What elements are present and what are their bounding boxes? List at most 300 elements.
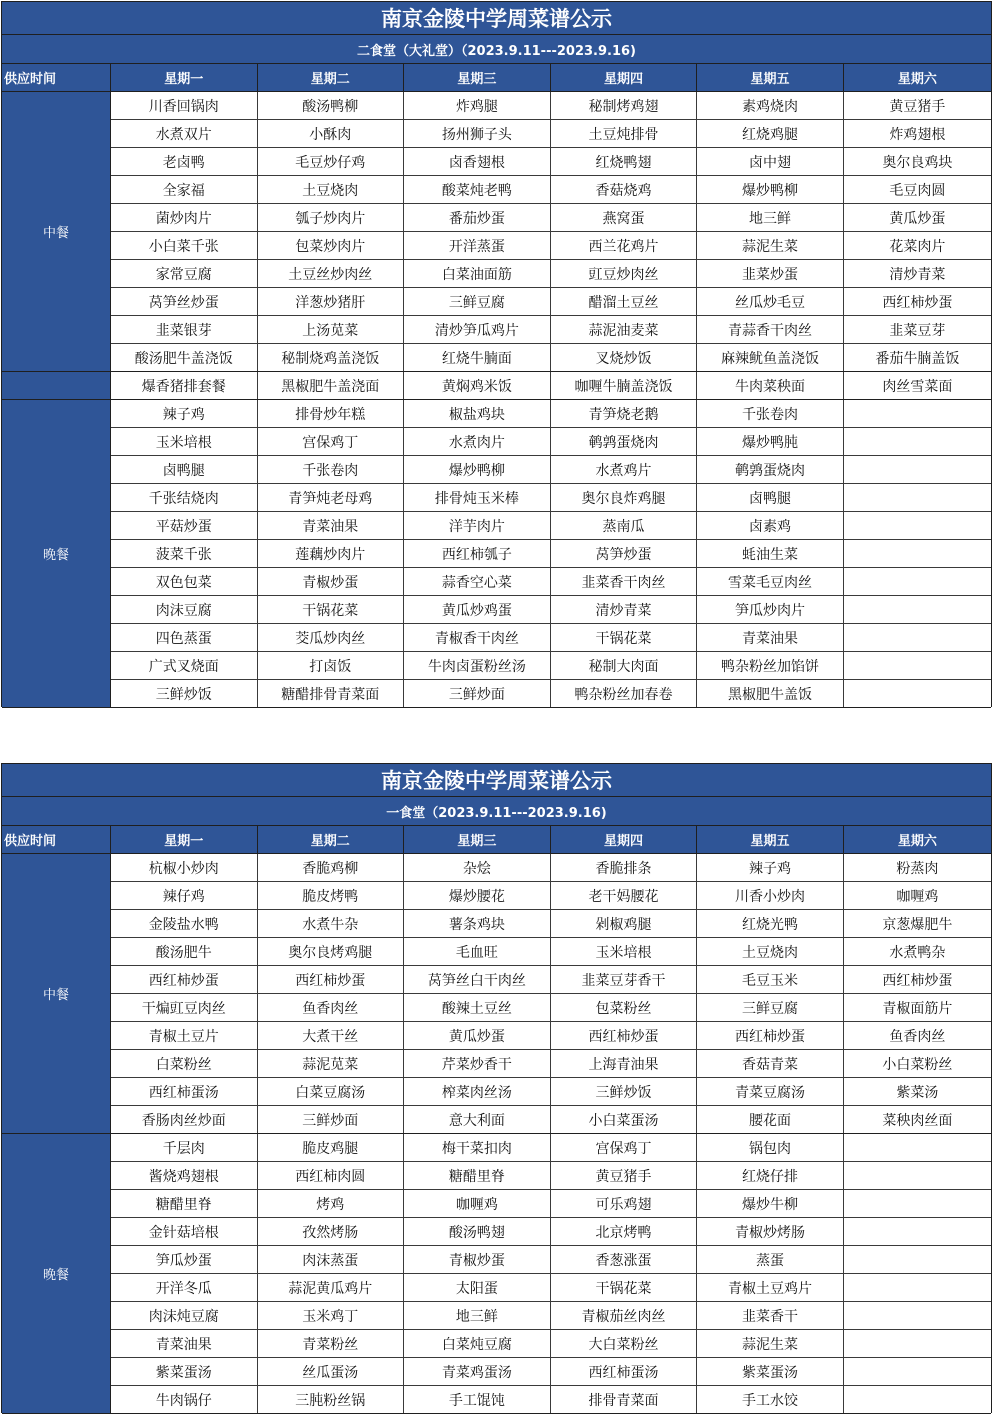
menu-row <box>2 568 991 596</box>
menu-row <box>2 148 991 176</box>
subtitle-row <box>2 35 991 64</box>
menu-row <box>2 428 991 456</box>
menu-table-canteen-2 <box>1 1 992 707</box>
dish-cell: 黄瓜炒蛋 <box>404 1022 551 1050</box>
dish-cell: 西红柿炒蛋 <box>110 966 257 994</box>
dish-cell: 黑椒肥牛盖饭 <box>697 680 844 708</box>
dish-cell: 秘制烤鸡翅 <box>550 92 697 120</box>
dish-cell: 爆炒腰花 <box>404 882 551 910</box>
menu-row <box>2 456 991 484</box>
dish-cell: 素鸡烧肉 <box>697 92 844 120</box>
dish-cell: 孜然烤肠 <box>257 1218 404 1246</box>
dish-cell: 紫菜蛋汤 <box>697 1358 844 1386</box>
dish-cell: 麻辣鱿鱼盖浇饭 <box>697 344 844 372</box>
menu-row <box>2 260 991 288</box>
dish-cell: 爆炒牛柳 <box>697 1190 844 1218</box>
dish-cell: 全家福 <box>110 176 257 204</box>
menu-row <box>2 652 991 680</box>
dish-cell: 肉沫炖豆腐 <box>110 1302 257 1330</box>
dish-cell: 酸辣土豆丝 <box>404 994 551 1022</box>
dish-cell: 白菜油面筋 <box>404 260 551 288</box>
dish-cell: 香葱涨蛋 <box>550 1246 697 1274</box>
dish-cell: 土豆炖排骨 <box>550 120 697 148</box>
dish-cell <box>843 1190 991 1218</box>
menu-row <box>2 1246 991 1274</box>
dish-cell: 红烧光鸭 <box>697 910 844 938</box>
dish-cell: 上海青油果 <box>550 1050 697 1078</box>
dish-cell: 地三鲜 <box>404 1302 551 1330</box>
dish-cell: 清炒笋瓜鸡片 <box>404 316 551 344</box>
menu-row <box>2 316 991 344</box>
day-header: 星期六 <box>843 64 991 92</box>
dish-cell: 莲藕炒肉片 <box>257 540 404 568</box>
dish-cell: 鸭杂粉丝加馅饼 <box>697 652 844 680</box>
menu-row <box>2 854 991 882</box>
dish-cell: 水煮鸡片 <box>550 456 697 484</box>
time-header: 供应时间 <box>2 64 110 92</box>
menu-row <box>2 1358 991 1386</box>
dish-cell: 香菇烧鸡 <box>550 176 697 204</box>
menu-row <box>2 1078 991 1106</box>
dish-cell: 西红柿炒蛋 <box>843 288 991 316</box>
dish-cell: 卤鸭腿 <box>697 484 844 512</box>
dish-cell: 辣子鸡 <box>697 854 844 882</box>
dish-cell: 韭菜豆芽香干 <box>550 966 697 994</box>
dish-cell: 莴笋丝白干肉丝 <box>404 966 551 994</box>
dish-cell: 意大利面 <box>404 1106 551 1134</box>
meal-period-label <box>2 372 110 400</box>
dish-cell: 茭瓜炒肉丝 <box>257 624 404 652</box>
dish-cell: 香菇青菜 <box>697 1050 844 1078</box>
dish-cell: 丝瓜炒毛豆 <box>697 288 844 316</box>
dish-cell: 青笋炖老母鸡 <box>257 484 404 512</box>
dish-cell: 蒜香空心菜 <box>404 568 551 596</box>
menu-row <box>2 624 991 652</box>
dish-cell: 鹌鹑蛋烧肉 <box>697 456 844 484</box>
dish-cell: 黄豆猪手 <box>550 1162 697 1190</box>
dish-cell: 卤鸭腿 <box>110 456 257 484</box>
dish-cell: 紫菜汤 <box>843 1078 991 1106</box>
dish-cell <box>843 1246 991 1274</box>
dish-cell: 开洋冬瓜 <box>110 1274 257 1302</box>
meal-period-label: 中餐 <box>2 92 110 372</box>
dish-cell: 黑椒肥牛盖浇面 <box>257 372 404 400</box>
dish-cell: 糖醋里脊 <box>404 1162 551 1190</box>
dish-cell: 卤素鸡 <box>697 512 844 540</box>
dish-cell: 西红柿炒蛋 <box>843 966 991 994</box>
dish-cell: 大白菜粉丝 <box>550 1330 697 1358</box>
dish-cell: 韭菜香干肉丝 <box>550 568 697 596</box>
dish-cell: 鹌鹑蛋烧肉 <box>550 428 697 456</box>
dish-cell: 青菜粉丝 <box>257 1330 404 1358</box>
day-header: 星期一 <box>110 826 257 854</box>
dish-cell: 奥尔良鸡块 <box>843 148 991 176</box>
dish-cell: 肉丝雪菜面 <box>843 372 991 400</box>
dish-cell: 锅包肉 <box>697 1134 844 1162</box>
dish-cell: 三鲜炒饭 <box>550 1078 697 1106</box>
header-row <box>2 826 991 854</box>
dish-cell: 青菜豆腐汤 <box>697 1078 844 1106</box>
dish-cell: 牛肉卤蛋粉丝汤 <box>404 652 551 680</box>
dish-cell: 土豆烧肉 <box>257 176 404 204</box>
menu-row <box>2 1050 991 1078</box>
dish-cell <box>843 568 991 596</box>
dish-cell: 千张结烧肉 <box>110 484 257 512</box>
dish-cell: 鱼香肉丝 <box>257 994 404 1022</box>
dish-cell: 鸭杂粉丝加春卷 <box>550 680 697 708</box>
dish-cell: 菜秧肉丝面 <box>843 1106 991 1134</box>
dish-cell <box>843 456 991 484</box>
dish-cell: 水煮肉片 <box>404 428 551 456</box>
dish-cell: 干锅花菜 <box>257 596 404 624</box>
dish-cell: 蒜泥生菜 <box>697 1330 844 1358</box>
dish-cell: 毛血旺 <box>404 938 551 966</box>
dish-cell: 糖醋里脊 <box>110 1190 257 1218</box>
day-header: 星期六 <box>843 826 991 854</box>
dish-cell: 紫菜蛋汤 <box>110 1358 257 1386</box>
dish-cell <box>843 428 991 456</box>
dish-cell: 蒜泥油麦菜 <box>550 316 697 344</box>
dish-cell: 青菜油果 <box>110 1330 257 1358</box>
menu-row <box>2 1162 991 1190</box>
menu-row <box>2 120 991 148</box>
dish-cell: 小白菜粉丝 <box>843 1050 991 1078</box>
menu-row <box>2 882 991 910</box>
dish-cell: 青菜油果 <box>257 512 404 540</box>
day-header: 星期一 <box>110 64 257 92</box>
dish-cell: 手工水饺 <box>697 1386 844 1414</box>
dish-cell: 青椒炒蛋 <box>257 568 404 596</box>
dish-cell <box>843 1358 991 1386</box>
dish-cell: 丝瓜蛋汤 <box>257 1358 404 1386</box>
dish-cell <box>843 1134 991 1162</box>
dish-cell: 薯条鸡块 <box>404 910 551 938</box>
dish-cell: 大煮干丝 <box>257 1022 404 1050</box>
dish-cell: 椒盐鸡块 <box>404 400 551 428</box>
menu-row <box>2 1330 991 1358</box>
dish-cell: 肉沫蒸蛋 <box>257 1246 404 1274</box>
menu-row <box>2 1302 991 1330</box>
dish-cell: 青菜油果 <box>697 624 844 652</box>
dish-cell: 咖喱牛腩盖浇饭 <box>550 372 697 400</box>
dish-cell: 川香小炒肉 <box>697 882 844 910</box>
dish-cell: 韭菜豆芽 <box>843 316 991 344</box>
dish-cell: 红烧鸭翅 <box>550 148 697 176</box>
dish-cell: 芹菜炒香干 <box>404 1050 551 1078</box>
dish-cell: 白菜豆腐汤 <box>257 1078 404 1106</box>
dish-cell: 腰花面 <box>697 1106 844 1134</box>
menu-table-canteen-1 <box>1 763 992 1413</box>
dish-cell: 奥尔良烤鸡腿 <box>257 938 404 966</box>
menu-row <box>2 1022 991 1050</box>
dish-cell: 黄焖鸡米饭 <box>404 372 551 400</box>
dish-cell: 榨菜肉丝汤 <box>404 1078 551 1106</box>
dish-cell: 西红柿炒蛋 <box>697 1022 844 1050</box>
dish-cell: 秘制大肉面 <box>550 652 697 680</box>
dish-cell: 香肠肉丝炒面 <box>110 1106 257 1134</box>
dish-cell: 辣子鸡 <box>110 400 257 428</box>
dish-cell: 千张卷肉 <box>697 400 844 428</box>
menu-row <box>2 1274 991 1302</box>
day-header: 星期三 <box>404 64 551 92</box>
meal-period-label: 晚餐 <box>2 400 110 708</box>
dish-cell <box>843 1386 991 1414</box>
dish-cell: 鱼香肉丝 <box>843 1022 991 1050</box>
dish-cell: 莴笋丝炒蛋 <box>110 288 257 316</box>
dish-cell: 红烧牛腩面 <box>404 344 551 372</box>
day-header: 星期二 <box>257 826 404 854</box>
menu-row <box>2 910 991 938</box>
dish-cell: 豇豆炒肉丝 <box>550 260 697 288</box>
dish-cell: 牛肉锅仔 <box>110 1386 257 1414</box>
menu-title: 南京金陵中学周菜谱公示 <box>2 764 991 797</box>
dish-cell: 蒜泥生菜 <box>697 232 844 260</box>
dish-cell: 川香回锅肉 <box>110 92 257 120</box>
dish-cell: 平菇炒蛋 <box>110 512 257 540</box>
dish-cell: 水煮牛杂 <box>257 910 404 938</box>
dish-cell: 老干妈腰花 <box>550 882 697 910</box>
dish-cell: 酸汤鸭翅 <box>404 1218 551 1246</box>
dish-cell: 毛豆肉圆 <box>843 176 991 204</box>
dish-cell: 青菜鸡蛋汤 <box>404 1358 551 1386</box>
dish-cell: 烤鸡 <box>257 1190 404 1218</box>
dish-cell: 广式叉烧面 <box>110 652 257 680</box>
header-row <box>2 64 991 92</box>
dish-cell: 青椒炒烤肠 <box>697 1218 844 1246</box>
dish-cell: 香脆排条 <box>550 854 697 882</box>
dish-cell: 青椒土豆片 <box>110 1022 257 1050</box>
menu-row <box>2 92 991 120</box>
dish-cell: 爆炒鸭柳 <box>404 456 551 484</box>
dish-cell: 三鲜炒面 <box>404 680 551 708</box>
dish-cell: 卤中翅 <box>697 148 844 176</box>
dish-cell: 黄瓜炒鸡蛋 <box>404 596 551 624</box>
dish-cell: 小白菜蛋汤 <box>550 1106 697 1134</box>
dish-cell: 酸汤肥牛 <box>110 938 257 966</box>
dish-cell: 排骨炖玉米棒 <box>404 484 551 512</box>
dish-cell: 土豆丝炒肉丝 <box>257 260 404 288</box>
dish-cell: 炸鸡翅根 <box>843 120 991 148</box>
dish-cell: 奥尔良炸鸡腿 <box>550 484 697 512</box>
menu-row <box>2 400 991 428</box>
dish-cell: 咖喱鸡 <box>404 1190 551 1218</box>
dish-cell: 番茄炒蛋 <box>404 204 551 232</box>
menu-row <box>2 512 991 540</box>
dish-cell: 排骨青菜面 <box>550 1386 697 1414</box>
dish-cell: 蒸蛋 <box>697 1246 844 1274</box>
dish-cell: 菠菜千张 <box>110 540 257 568</box>
subtitle-row <box>2 797 991 826</box>
day-header: 星期三 <box>404 826 551 854</box>
menu-row <box>2 204 991 232</box>
dish-cell: 小白菜千张 <box>110 232 257 260</box>
dish-cell: 三鲜炒饭 <box>110 680 257 708</box>
dish-cell: 青笋烧老鹅 <box>550 400 697 428</box>
dish-cell: 菌炒肉片 <box>110 204 257 232</box>
dish-cell: 开洋蒸蛋 <box>404 232 551 260</box>
dish-cell <box>843 652 991 680</box>
dish-cell: 包菜粉丝 <box>550 994 697 1022</box>
menu-row <box>2 540 991 568</box>
dish-cell: 毛豆玉米 <box>697 966 844 994</box>
dish-cell: 宫保鸡丁 <box>550 1134 697 1162</box>
dish-cell: 西红柿炒蛋 <box>550 1022 697 1050</box>
dish-cell: 老卤鸭 <box>110 148 257 176</box>
dish-cell: 宫保鸡丁 <box>257 428 404 456</box>
menu-row <box>2 176 991 204</box>
dish-cell: 太阳蛋 <box>404 1274 551 1302</box>
dish-cell: 黄豆猪手 <box>843 92 991 120</box>
dish-cell: 酸菜炖老鸭 <box>404 176 551 204</box>
dish-cell: 酸汤肥牛盖浇饭 <box>110 344 257 372</box>
dish-cell: 上汤苋菜 <box>257 316 404 344</box>
dish-cell: 家常豆腐 <box>110 260 257 288</box>
menu-row <box>2 596 991 624</box>
day-header: 星期二 <box>257 64 404 92</box>
dish-cell: 醋溜土豆丝 <box>550 288 697 316</box>
dish-cell: 双色包菜 <box>110 568 257 596</box>
dish-cell: 青椒香干肉丝 <box>404 624 551 652</box>
time-header: 供应时间 <box>2 826 110 854</box>
dish-cell: 清炒青菜 <box>843 260 991 288</box>
dish-cell: 瓠子炒肉片 <box>257 204 404 232</box>
dish-cell: 花菜肉片 <box>843 232 991 260</box>
dish-cell: 四色蒸蛋 <box>110 624 257 652</box>
title-row <box>2 2 991 35</box>
dish-cell <box>843 512 991 540</box>
dish-cell: 莴笋炒蛋 <box>550 540 697 568</box>
menu-row <box>2 1134 991 1162</box>
menu-row <box>2 288 991 316</box>
dish-cell <box>843 1274 991 1302</box>
dish-cell: 干煸豇豆肉丝 <box>110 994 257 1022</box>
dish-cell: 脆皮烤鸭 <box>257 882 404 910</box>
dish-cell: 笋瓜炒肉片 <box>697 596 844 624</box>
menu-row <box>2 680 991 708</box>
menu-row <box>2 372 991 400</box>
menu-row <box>2 1106 991 1134</box>
dish-cell: 干锅花菜 <box>550 1274 697 1302</box>
menu-row <box>2 994 991 1022</box>
dish-cell: 黄瓜炒蛋 <box>843 204 991 232</box>
dish-cell: 青椒土豆鸡片 <box>697 1274 844 1302</box>
dish-cell: 叉烧炒饭 <box>550 344 697 372</box>
dish-cell: 粉蒸肉 <box>843 854 991 882</box>
menu-row <box>2 344 991 372</box>
dish-cell <box>843 1162 991 1190</box>
menu-subtitle: 二食堂（大礼堂）（2023.9.11---2023.9.16) <box>2 35 991 64</box>
dish-cell: 韭菜香干 <box>697 1302 844 1330</box>
dish-cell: 蒸南瓜 <box>550 512 697 540</box>
dish-cell: 青椒面筋片 <box>843 994 991 1022</box>
dish-cell: 北京烤鸭 <box>550 1218 697 1246</box>
dish-cell: 手工馄饨 <box>404 1386 551 1414</box>
dish-cell: 京葱爆肥牛 <box>843 910 991 938</box>
dish-cell: 红烧仔排 <box>697 1162 844 1190</box>
dish-cell: 蚝油生菜 <box>697 540 844 568</box>
dish-cell: 包菜炒肉片 <box>257 232 404 260</box>
dish-cell: 爆炒鸭肫 <box>697 428 844 456</box>
dish-cell: 酸汤鸭柳 <box>257 92 404 120</box>
dish-cell: 西兰花鸡片 <box>550 232 697 260</box>
menu-subtitle: 一食堂（2023.9.11---2023.9.16) <box>2 797 991 826</box>
menu-title: 南京金陵中学周菜谱公示 <box>2 2 991 35</box>
dish-cell: 玉米培根 <box>110 428 257 456</box>
dish-cell: 千张卷肉 <box>257 456 404 484</box>
dish-cell: 牛肉菜秧面 <box>697 372 844 400</box>
dish-cell: 打卤饭 <box>257 652 404 680</box>
day-header: 星期四 <box>550 64 697 92</box>
day-header: 星期五 <box>697 64 844 92</box>
dish-cell: 梅干菜扣肉 <box>404 1134 551 1162</box>
dish-cell: 金陵盐水鸭 <box>110 910 257 938</box>
menu-row <box>2 484 991 512</box>
dish-cell: 西红柿蛋汤 <box>110 1078 257 1106</box>
dish-cell: 西红柿炒蛋 <box>257 966 404 994</box>
dish-cell: 杭椒小炒肉 <box>110 854 257 882</box>
dish-cell: 笋瓜炒蛋 <box>110 1246 257 1274</box>
dish-cell: 三鲜豆腐 <box>697 994 844 1022</box>
dish-cell: 蒜泥苋菜 <box>257 1050 404 1078</box>
dish-cell: 三鲜炒面 <box>257 1106 404 1134</box>
dish-cell: 酱烧鸡翅根 <box>110 1162 257 1190</box>
dish-cell: 韭菜炒蛋 <box>697 260 844 288</box>
dish-cell <box>843 1302 991 1330</box>
dish-cell: 杂烩 <box>404 854 551 882</box>
dish-cell: 西红柿蛋汤 <box>550 1358 697 1386</box>
dish-cell: 脆皮鸡腿 <box>257 1134 404 1162</box>
dish-cell: 水煮双片 <box>110 120 257 148</box>
dish-cell: 红烧鸡腿 <box>697 120 844 148</box>
dish-cell: 水煮鸭杂 <box>843 938 991 966</box>
dish-cell: 秘制烧鸡盖浇饭 <box>257 344 404 372</box>
menu-row <box>2 1218 991 1246</box>
dish-cell: 剁椒鸡腿 <box>550 910 697 938</box>
dish-cell: 小酥肉 <box>257 120 404 148</box>
day-header: 星期四 <box>550 826 697 854</box>
menu-row <box>2 1190 991 1218</box>
dish-cell: 肉沫豆腐 <box>110 596 257 624</box>
meal-period-label: 晚餐 <box>2 1134 110 1414</box>
dish-cell: 青蒜香干肉丝 <box>697 316 844 344</box>
dish-cell <box>843 1330 991 1358</box>
dish-cell: 西红柿肉圆 <box>257 1162 404 1190</box>
dish-cell: 咖喱鸡 <box>843 882 991 910</box>
dish-cell: 玉米鸡丁 <box>257 1302 404 1330</box>
dish-cell: 韭菜银芽 <box>110 316 257 344</box>
menu-grid <box>2 764 991 1414</box>
dish-cell: 西红柿瓠子 <box>404 540 551 568</box>
dish-cell: 炸鸡腿 <box>404 92 551 120</box>
dish-cell: 洋葱炒猪肝 <box>257 288 404 316</box>
menu-row <box>2 232 991 260</box>
dish-cell: 清炒青菜 <box>550 596 697 624</box>
dish-cell: 排骨炒年糕 <box>257 400 404 428</box>
dish-cell: 金针菇培根 <box>110 1218 257 1246</box>
dish-cell: 三鲜豆腐 <box>404 288 551 316</box>
dish-cell <box>843 1218 991 1246</box>
dish-cell: 地三鲜 <box>697 204 844 232</box>
dish-cell: 可乐鸡翅 <box>550 1190 697 1218</box>
dish-cell: 番茄牛腩盖饭 <box>843 344 991 372</box>
dish-cell: 卤香翅根 <box>404 148 551 176</box>
dish-cell: 辣仔鸡 <box>110 882 257 910</box>
dish-cell: 洋芋肉片 <box>404 512 551 540</box>
day-header: 星期五 <box>697 826 844 854</box>
dish-cell: 雪菜毛豆肉丝 <box>697 568 844 596</box>
dish-cell <box>843 596 991 624</box>
meal-period-label: 中餐 <box>2 854 110 1134</box>
